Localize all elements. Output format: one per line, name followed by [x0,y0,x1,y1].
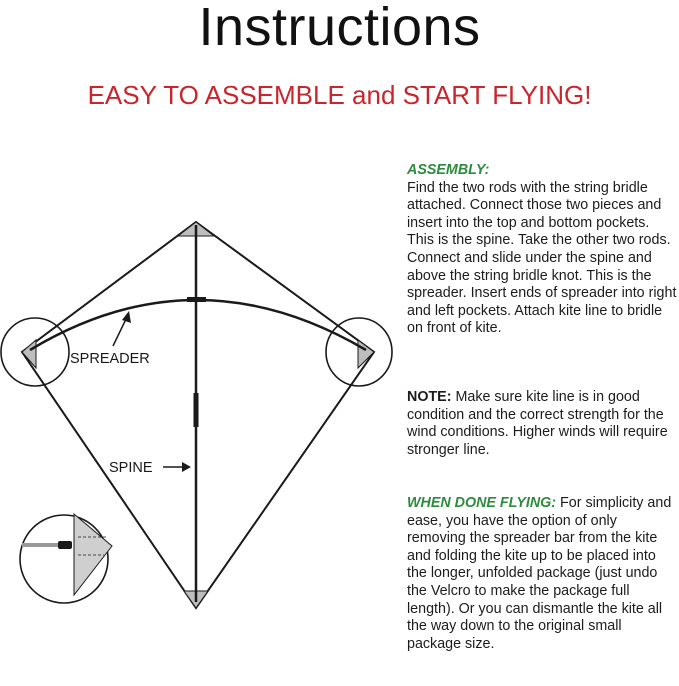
spreader-label: SPREADER [70,351,150,367]
assembly-body: Find the two rods with the string bridle attached. Connect those two pieces and insert into the top and bottom pockets. This is the spine. Take the other two rods. Connect and slide under the spine and above the string bridle knot. This is the spreader. Insert ends of spreader into right and left pockets. Attach kite line to bridle on front of kite. [407,179,677,337]
spine-arrowhead-icon [182,462,191,472]
detail-rod-cap [58,541,72,549]
note-heading: NOTE: [407,389,452,405]
spreader-arrowhead-icon [122,311,131,323]
done-flying-body: For simplicity and ease, you have the option of only removing the spreader bar from the kite and folding the kite up to be placed into the longer, unfolded package (just undo the Velcro to make the package full length). Or you can dismantle the kite all the way down to the original small package size. [407,495,672,652]
spreader-arrow-line [113,317,127,346]
done-flying-heading: WHEN DONE FLYING: [407,495,557,511]
page-title: Instructions [198,0,481,57]
spine-connector [194,393,199,427]
note-section [407,389,677,459]
kite-diagram [0,210,400,686]
page-subtitle: EASY TO ASSEMBLE and START FLYING! [87,80,592,110]
spreader-connector [187,297,206,302]
done-flying-section [407,495,677,653]
assembly-heading: ASSEMBLY: [407,162,490,178]
assembly-section [407,162,677,338]
spine-label: SPINE [109,460,153,476]
note-body: Make sure kite line is in good condition and the correct strength for the wind conditions. Higher winds will require stronger line. [407,389,668,458]
